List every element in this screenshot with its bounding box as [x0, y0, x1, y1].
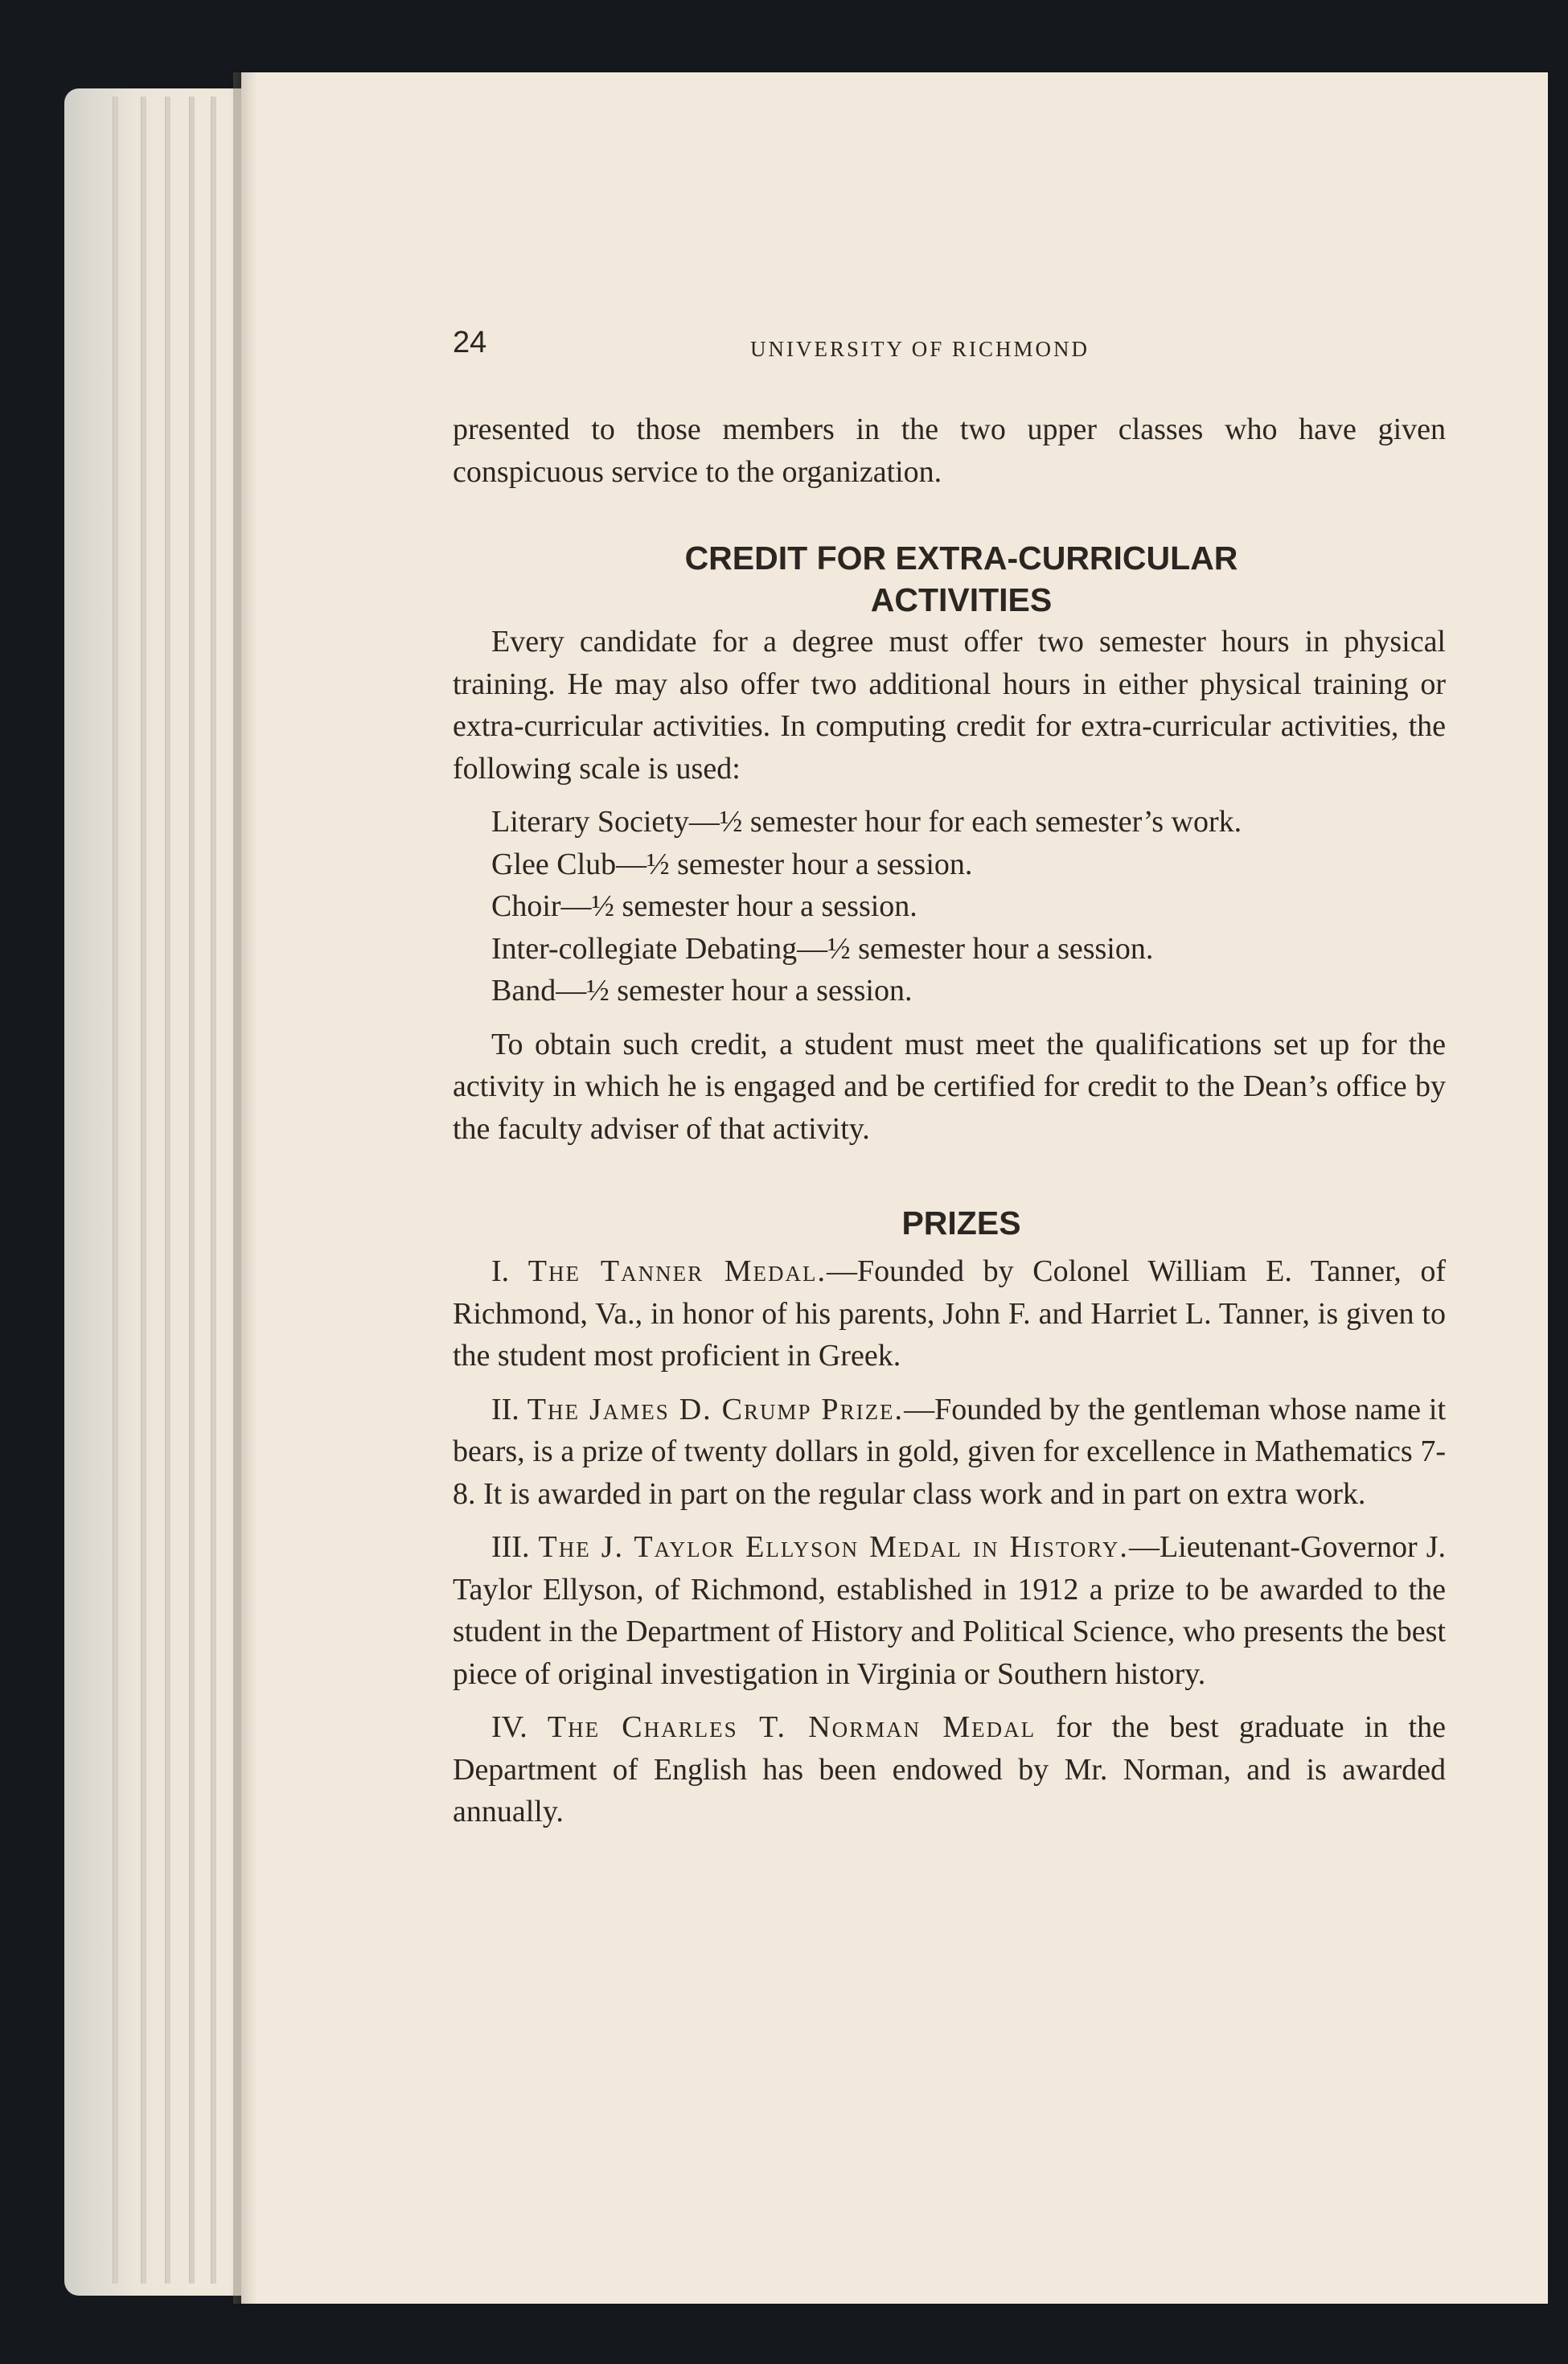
prize-numeral: III.: [491, 1530, 530, 1564]
prize-name: The J. Taylor Ellyson Medal in History.: [538, 1530, 1129, 1564]
credit-closing-paragraph: To obtain such credit, a student must meet the qualifications set up for the activity in which he is engaged and be certified for credit to the Dean’s office by the faculty adviser of that activity.: [453, 1027, 1446, 1146]
scale-item: Choir—½ semester hour a session.: [491, 889, 917, 923]
page-edge: [113, 96, 118, 2284]
prize-numeral: I.: [491, 1254, 510, 1288]
prizes-heading: PRIZES: [901, 1205, 1021, 1242]
scale-item: Inter-collegiate Debating—½ semester hour a session.: [491, 931, 1154, 966]
prize-name: The Tanner Medal.: [527, 1254, 827, 1288]
credit-heading-line-2: ACTIVITIES: [870, 581, 1053, 618]
prize-paragraph: [453, 1526, 1446, 1695]
prize-paragraph: [453, 1250, 1446, 1377]
prize-text: —Founded by the gentleman whose name it bears, is a prize of twenty dollars in gold, given for excellence in Mathematics 7-8. It is awarded in part on the regular class work and in part on extra work.: [453, 1392, 1447, 1511]
page-edge: [165, 96, 170, 2284]
page-number: 24: [453, 326, 487, 359]
prize-text: for the best graduate in the Department of English has been endowed by Mr. Norman, and is awarded annually.: [453, 1710, 1446, 1828]
spine-shadow: [233, 72, 257, 2304]
continuation-paragraph: presented to those members in the two upper classes who have given conspicuous service to the organization.: [453, 412, 1446, 489]
page-content: [453, 408, 1446, 1833]
prize-numeral: IV.: [491, 1710, 527, 1744]
prize-name: The Charles T. Norman Medal: [547, 1710, 1036, 1744]
scale-item: Band—½ semester hour a session.: [491, 974, 913, 1008]
page-edge: [189, 96, 195, 2284]
prize-numeral: II.: [491, 1392, 519, 1426]
credit-heading: [453, 537, 1446, 621]
prize-text: —Lieutenant-Governor J. Taylor Ellyson, of Richmond, established in 1912 a prize to be awarded to the student in the Department of History and Political Science, who presents the best piece of original investigation in Virginia or Southern history.: [453, 1530, 1447, 1691]
credit-intro-paragraph: Every candidate for a degree must offer two semester hours in physical training. He may also offer two additional hours in either physical training or extra-curricular activities. In computing credit for extra-curricular activities, the following scale is used:: [453, 625, 1446, 786]
prize-paragraph: [453, 1389, 1446, 1516]
running-title: UNIVERSITY OF RICHMOND: [750, 337, 1090, 361]
credit-scale-list: [453, 801, 1446, 1012]
scale-item: Glee Club—½ semester hour a session.: [491, 847, 973, 881]
page-edge: [141, 96, 146, 2284]
prize-name: The James D. Crump Prize.: [527, 1392, 905, 1426]
prize-text: —Founded by Colonel William E. Tanner, of Richmond, Va., in honor of his parents, John F. and Harriet L. Tanner, is given to the student most proficient in Greek.: [453, 1254, 1447, 1373]
credit-heading-line-1: CREDIT FOR EXTRA-CURRICULAR: [684, 540, 1238, 577]
prize-paragraph: [453, 1706, 1446, 1833]
running-head: [453, 322, 1446, 363]
scale-item: Literary Society—½ semester hour for each semester’s work.: [491, 805, 1242, 839]
page-edge: [211, 96, 216, 2284]
